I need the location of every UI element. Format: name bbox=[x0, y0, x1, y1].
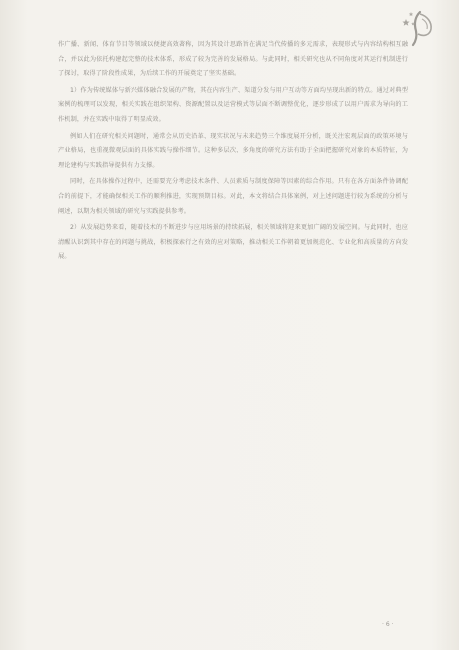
paragraph: 作广播、新闻、体育节目等领域以便捷高效著称，因为其设计思路旨在满足当代传播的多元需求，表现形式与内容结构相互融合，并以此为依托构建起完整的技术体系，形成了较为完善的发展格局。与此同时，相关研究也从不同角度对其运行机制进行了探讨，取得了阶段性成果，为后续工作的开展奠定了坚实基础。 bbox=[58, 41, 408, 78]
paragraph: 2）从发展趋势来看，随着技术的不断进步与应用场景的持续拓展，相关领域将迎来更加广阔的发展空间。与此同时，也应清醒认识到其中存在的问题与挑战，积极探索行之有效的应对策略，推动相关工作朝着更加规范化、专业化和高质量的方向发展。 bbox=[58, 224, 408, 261]
paragraph: 1）作为传统媒体与新兴媒体融合发展的产物，其在内容生产、渠道分发与用户互动等方面均呈现出新的特点。通过对典型案例的梳理可以发现，相关实践在组织架构、资源配置以及运营模式等层面不断调整优化，逐步形成了以用户需求为导向的工作机制，并在实践中取得了明显成效。 bbox=[58, 86, 408, 123]
page-number: · 6 · bbox=[382, 621, 394, 628]
paragraph: 例如人们在研究相关问题时，通常会从历史沿革、现实状况与未来趋势三个维度展开分析，既关注宏观层面的政策环境与产业格局，也重视微观层面的具体实践与操作细节。这种多层次、多角度的研究方法有助于全面把握研究对象的本质特征，为理论建构与实践指导提供有力支撑。 bbox=[58, 132, 408, 169]
body-text bbox=[58, 38, 408, 265]
paragraph: 同时，在具体操作过程中，还需要充分考虑技术条件、人员素质与制度保障等因素的综合作用。只有在各方面条件协调配合的前提下，才能确保相关工作的顺利推进，实现预期目标。对此，本文将结合具体案例，对上述问题进行较为系统的分析与阐述，以期为相关领域的研究与实践提供参考。 bbox=[58, 178, 408, 215]
